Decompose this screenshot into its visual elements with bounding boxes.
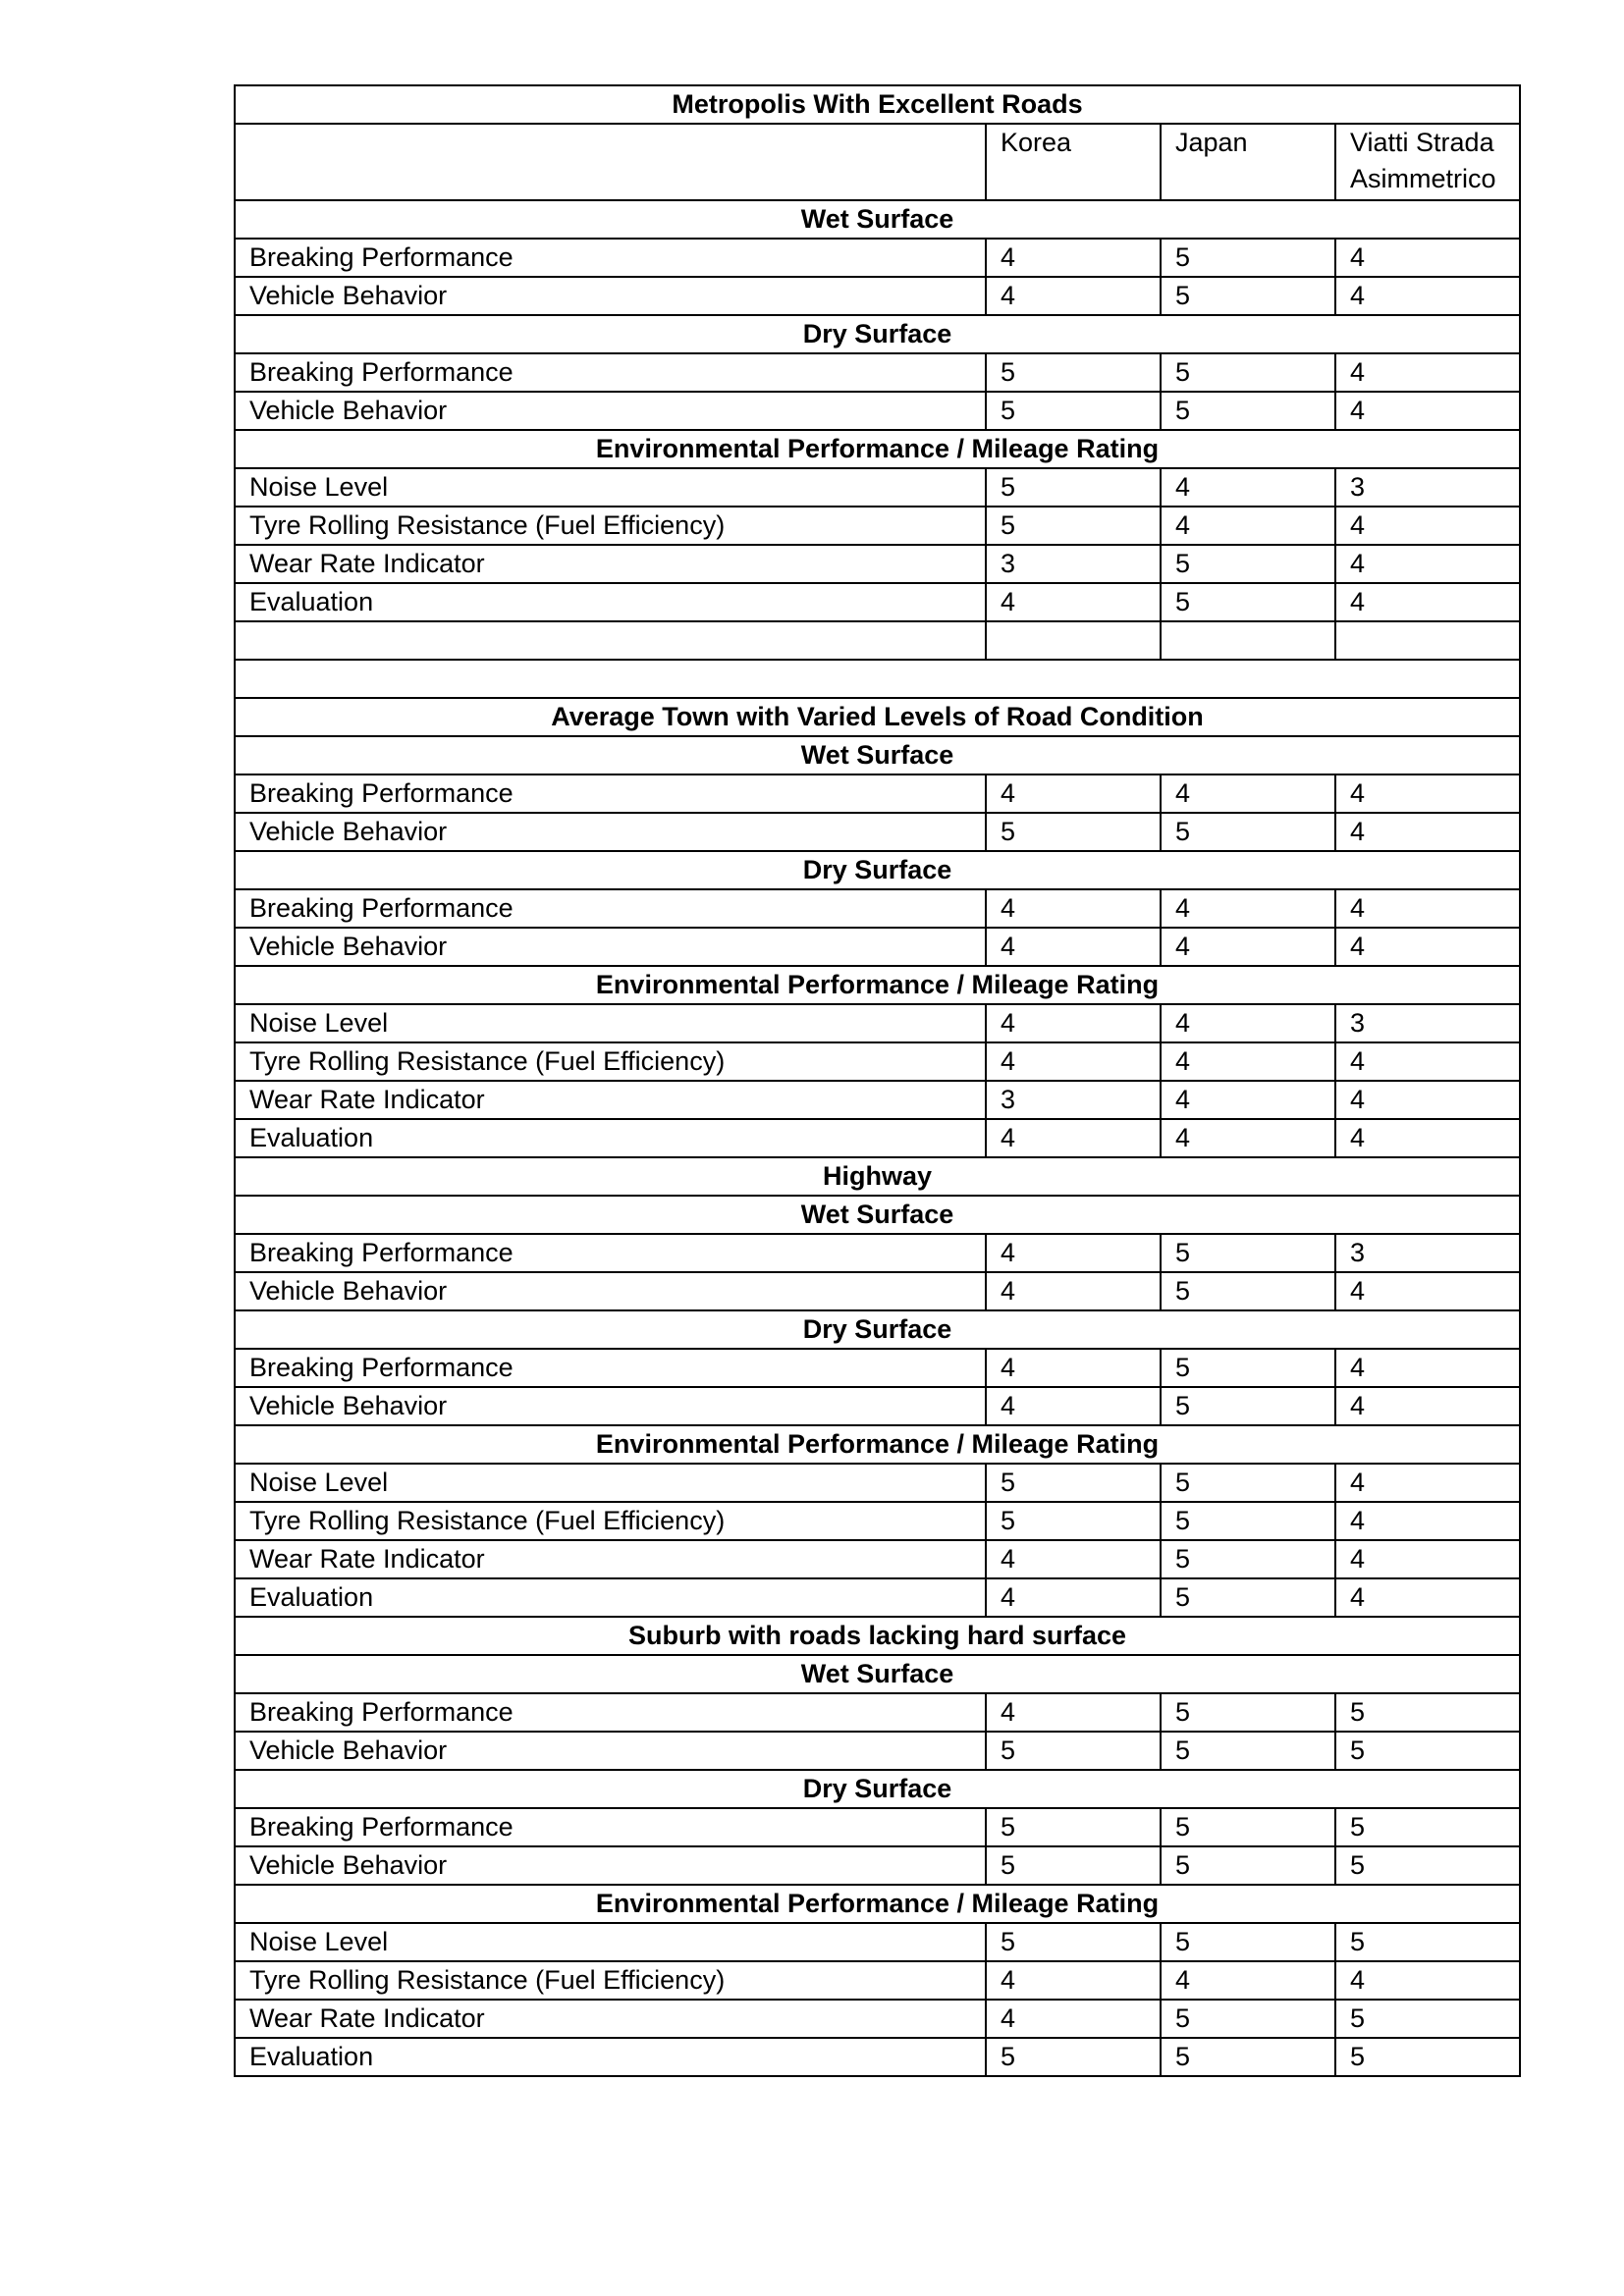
rating-value: 5 [1161,2038,1335,2076]
rating-value: 5 [986,1923,1161,1961]
group-heading-row [235,736,1520,774]
rating-value: 5 [1335,1808,1520,1846]
rating-value: 3 [1335,1234,1520,1272]
rating-value: 4 [986,239,1161,277]
rating-value: 4 [1335,1119,1520,1157]
row-label: Tyre Rolling Resistance (Fuel Efficiency) [235,1961,986,2000]
row-label: Breaking Performance [235,239,986,277]
blank-row [235,621,1520,660]
rating-value: 4 [1335,1540,1520,1578]
rating-value: 4 [1335,1349,1520,1387]
rating-value: 4 [986,1578,1161,1617]
rating-value: 5 [986,1808,1161,1846]
rating-value: 5 [1335,2000,1520,2038]
rating-value: 4 [1335,889,1520,928]
rating-value: 3 [986,1081,1161,1119]
table-row [235,928,1520,966]
table-row [235,1693,1520,1732]
rating-value: 5 [1161,1464,1335,1502]
rating-value: 5 [986,507,1161,545]
row-label: Vehicle Behavior [235,1387,986,1425]
rating-value: 4 [986,1349,1161,1387]
section-title-row [235,698,1520,736]
table-row [235,2038,1520,2076]
table-row [235,239,1520,277]
rating-value: 4 [986,1693,1161,1732]
row-label: Wear Rate Indicator [235,2000,986,2038]
rating-value: 5 [1335,2038,1520,2076]
table-row [235,583,1520,621]
blank-separator-cell [235,660,1520,698]
table-row [235,545,1520,583]
table-body [235,85,1520,2076]
group-heading-row [235,200,1520,239]
rating-value: 4 [986,1540,1161,1578]
group-heading: Environmental Performance / Mileage Rating [235,1885,1520,1923]
rating-value: 5 [986,2038,1161,2076]
section-title: Suburb with roads lacking hard surface [235,1617,1520,1655]
rating-value: 5 [986,468,1161,507]
rating-value: 5 [1335,1846,1520,1885]
row-label: Noise Level [235,1923,986,1961]
section-title: Highway [235,1157,1520,1196]
group-heading: Dry Surface [235,1770,1520,1808]
rating-value: 4 [986,583,1161,621]
tyre-comparison-table [234,84,1521,2077]
rating-value: 4 [1335,545,1520,583]
rating-value: 4 [986,1119,1161,1157]
group-heading-row [235,1425,1520,1464]
table-row [235,813,1520,851]
rating-value: 4 [1335,583,1520,621]
group-heading-row [235,315,1520,353]
rating-value: 5 [1161,583,1335,621]
rating-value: 5 [986,1464,1161,1502]
group-heading: Dry Surface [235,315,1520,353]
table-row [235,1578,1520,1617]
row-label: Vehicle Behavior [235,392,986,430]
group-heading-row [235,851,1520,889]
row-label: Vehicle Behavior [235,928,986,966]
row-label: Breaking Performance [235,1693,986,1732]
table-row [235,1923,1520,1961]
rating-value: 5 [1161,2000,1335,2038]
rating-value: 4 [1335,1961,1520,2000]
row-label: Wear Rate Indicator [235,1081,986,1119]
rating-value: 4 [986,1004,1161,1042]
row-label: Breaking Performance [235,889,986,928]
table-row [235,1732,1520,1770]
group-heading-row [235,1655,1520,1693]
section-title: Average Town with Varied Levels of Road Condition [235,698,1520,736]
rating-value: 5 [1161,1349,1335,1387]
rating-value: 4 [1335,1081,1520,1119]
section-title: Metropolis With Excellent Roads [235,85,1520,124]
rating-value: 3 [1335,468,1520,507]
rating-value: 4 [1335,1464,1520,1502]
table-row [235,1042,1520,1081]
rating-value: 4 [986,1042,1161,1081]
row-label: Breaking Performance [235,1808,986,1846]
section-title-row [235,1617,1520,1655]
rating-value: 3 [1335,1004,1520,1042]
table-row [235,774,1520,813]
row-label: Breaking Performance [235,1349,986,1387]
rating-value: 5 [1161,1234,1335,1272]
rating-value: 5 [1161,1923,1335,1961]
section-title-row [235,85,1520,124]
row-label: Vehicle Behavior [235,277,986,315]
section-title-row [235,1157,1520,1196]
rating-value: 5 [986,1502,1161,1540]
rating-value: 5 [1161,392,1335,430]
rating-value: 4 [986,277,1161,315]
rating-value: 4 [1335,1578,1520,1617]
table-row [235,1502,1520,1540]
rating-value: 4 [1335,239,1520,277]
group-heading-row [235,430,1520,468]
rating-value: 4 [1335,1387,1520,1425]
rating-value: 5 [1161,1272,1335,1310]
group-heading: Environmental Performance / Mileage Rating [235,966,1520,1004]
table-row [235,507,1520,545]
table-row [235,1119,1520,1157]
table-row [235,2000,1520,2038]
row-label: Evaluation [235,583,986,621]
row-label: Breaking Performance [235,774,986,813]
row-label: Vehicle Behavior [235,1846,986,1885]
rating-value: 5 [1161,1540,1335,1578]
rating-value: 4 [1335,353,1520,392]
rating-value: 5 [986,392,1161,430]
row-label: Vehicle Behavior [235,813,986,851]
rating-value: 4 [1161,1081,1335,1119]
row-label: Tyre Rolling Resistance (Fuel Efficiency) [235,1502,986,1540]
rating-value: 4 [1161,928,1335,966]
row-label: Evaluation [235,1578,986,1617]
group-heading-row [235,1196,1520,1234]
column-header: Viatti Strada Asimmetrico [1335,124,1520,200]
table-row [235,468,1520,507]
row-label: Vehicle Behavior [235,1272,986,1310]
rating-value: 5 [1161,1502,1335,1540]
rating-value: 4 [1161,468,1335,507]
blank-cell [1335,621,1520,660]
column-header: Japan [1161,124,1335,200]
rating-value: 4 [1161,1119,1335,1157]
rating-value: 3 [986,545,1161,583]
group-heading: Dry Surface [235,1310,1520,1349]
row-label: Evaluation [235,1119,986,1157]
table-row [235,1081,1520,1119]
table-row [235,1387,1520,1425]
group-heading-row [235,1770,1520,1808]
rating-value: 4 [1335,277,1520,315]
group-heading-row [235,966,1520,1004]
row-label: Tyre Rolling Resistance (Fuel Efficiency) [235,507,986,545]
group-heading: Wet Surface [235,736,1520,774]
rating-value: 4 [1335,507,1520,545]
row-label: Tyre Rolling Resistance (Fuel Efficiency) [235,1042,986,1081]
group-heading: Wet Surface [235,200,1520,239]
table-row [235,1808,1520,1846]
table-row [235,889,1520,928]
rating-value: 4 [1161,1042,1335,1081]
rating-value: 5 [1161,1846,1335,1885]
group-heading: Environmental Performance / Mileage Rating [235,1425,1520,1464]
rating-value: 4 [986,1387,1161,1425]
rating-value: 4 [1335,928,1520,966]
column-header: Korea [986,124,1161,200]
rating-value: 5 [1335,1732,1520,1770]
rating-value: 5 [1161,239,1335,277]
rating-value: 4 [1335,774,1520,813]
rating-value: 5 [1161,277,1335,315]
table-row [235,1846,1520,1885]
table-row [235,1349,1520,1387]
row-label: Vehicle Behavior [235,1732,986,1770]
rating-value: 5 [1335,1693,1520,1732]
rating-value: 5 [1161,813,1335,851]
row-label: Breaking Performance [235,1234,986,1272]
row-label: Wear Rate Indicator [235,1540,986,1578]
row-label: Breaking Performance [235,353,986,392]
group-heading: Wet Surface [235,1655,1520,1693]
group-heading-row [235,1310,1520,1349]
rating-value: 4 [1335,1502,1520,1540]
row-label: Noise Level [235,468,986,507]
rating-value: 4 [986,928,1161,966]
table-row [235,353,1520,392]
group-heading: Wet Surface [235,1196,1520,1234]
row-label: Wear Rate Indicator [235,545,986,583]
row-label: Evaluation [235,2038,986,2076]
rating-value: 4 [986,2000,1161,2038]
rating-value: 4 [1335,813,1520,851]
blank-separator-row [235,660,1520,698]
rating-value: 5 [1161,1693,1335,1732]
table-row [235,1961,1520,2000]
rating-value: 5 [1161,353,1335,392]
rating-value: 5 [1335,1923,1520,1961]
group-heading: Environmental Performance / Mileage Rating [235,430,1520,468]
rating-value: 4 [1335,392,1520,430]
rating-value: 4 [1161,1961,1335,2000]
rating-value: 4 [1161,774,1335,813]
table-row [235,1234,1520,1272]
column-header-blank [235,124,986,200]
rating-value: 5 [1161,1387,1335,1425]
rating-value: 5 [986,353,1161,392]
rating-value: 4 [1161,1004,1335,1042]
group-heading-row [235,1885,1520,1923]
rating-value: 4 [986,1961,1161,2000]
rating-value: 5 [986,1732,1161,1770]
table-row [235,277,1520,315]
rating-value: 4 [1161,889,1335,928]
row-label: Noise Level [235,1464,986,1502]
table-row [235,1004,1520,1042]
group-heading: Dry Surface [235,851,1520,889]
rating-value: 5 [986,1846,1161,1885]
column-header-row [235,124,1520,200]
blank-cell [1161,621,1335,660]
rating-value: 4 [1335,1042,1520,1081]
row-label: Noise Level [235,1004,986,1042]
rating-value: 4 [986,889,1161,928]
rating-value: 5 [986,813,1161,851]
rating-value: 5 [1161,1808,1335,1846]
blank-cell [986,621,1161,660]
blank-cell [235,621,986,660]
rating-value: 5 [1161,1578,1335,1617]
rating-value: 4 [1335,1272,1520,1310]
rating-value: 4 [986,774,1161,813]
table-row [235,1272,1520,1310]
rating-value: 5 [1161,545,1335,583]
table-row [235,1464,1520,1502]
rating-value: 5 [1161,1732,1335,1770]
table-row [235,392,1520,430]
table-row [235,1540,1520,1578]
rating-value: 4 [986,1272,1161,1310]
rating-value: 4 [986,1234,1161,1272]
rating-value: 4 [1161,507,1335,545]
